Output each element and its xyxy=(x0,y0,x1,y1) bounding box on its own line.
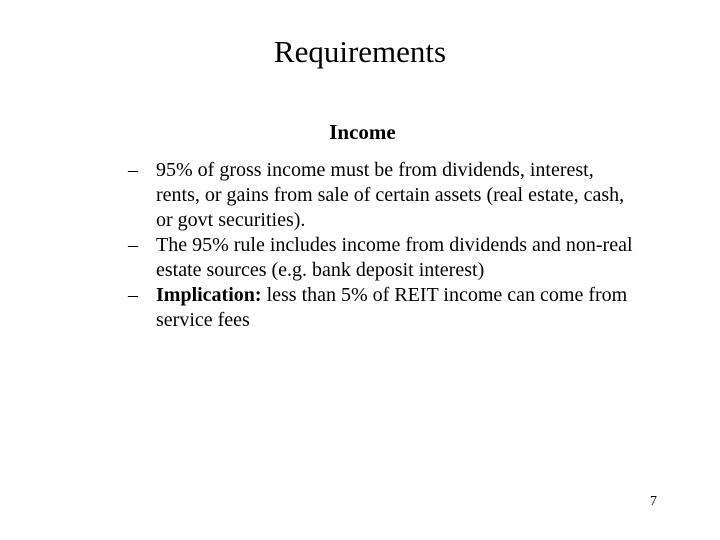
slide-title: Requirements xyxy=(273,34,447,69)
dash-icon: – xyxy=(128,234,138,256)
bullet-text: less than 5% of REIT income can come from service fees xyxy=(156,284,628,331)
bullet-list xyxy=(128,158,636,333)
bullet-item xyxy=(128,283,636,333)
bullet-item xyxy=(128,158,636,233)
dash-icon: – xyxy=(128,159,138,181)
dash-icon: – xyxy=(128,284,138,306)
bullet-item xyxy=(128,233,636,283)
bullet-bold-text: Implication: xyxy=(156,284,262,306)
slide-subtitle: Income xyxy=(329,120,396,144)
page-number: 7 xyxy=(650,494,657,509)
bullet-text: 95% of gross income must be from dividends, interest, rents, or gains from sale of certain assets (real estate, cash, or govt securities). xyxy=(156,159,625,231)
bullet-text: The 95% rule includes income from dividends and non-real estate sources (e.g. bank deposit interest) xyxy=(156,234,633,281)
